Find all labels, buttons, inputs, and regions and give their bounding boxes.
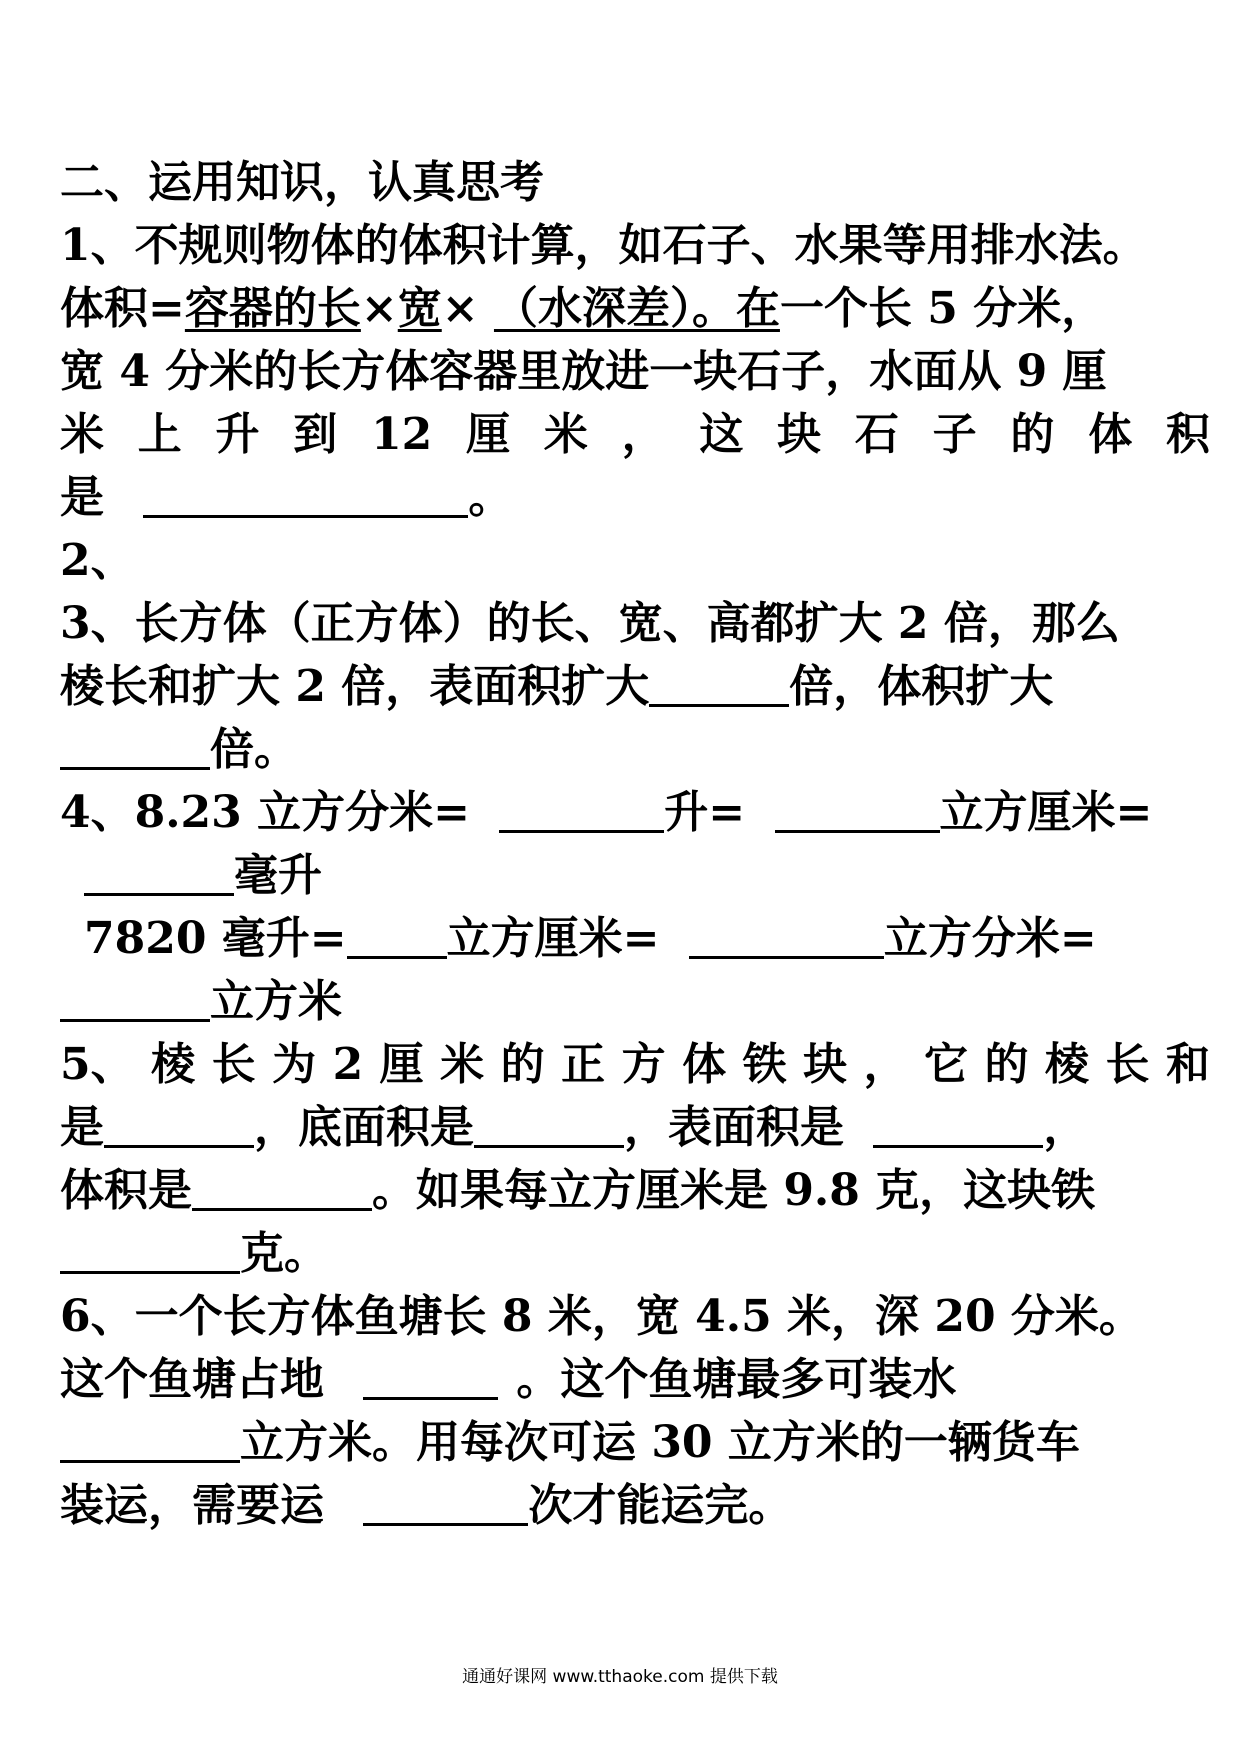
q4-line-2 bbox=[60, 844, 1210, 908]
q1-line-5 bbox=[60, 466, 1210, 530]
q1-text: × bbox=[360, 283, 398, 334]
q5-token: 厘 bbox=[379, 1039, 424, 1090]
q4-cubic-dm-blank[interactable] bbox=[689, 912, 884, 959]
q5-text: ， bbox=[1043, 1102, 1088, 1153]
q1-token: 12 bbox=[371, 409, 433, 460]
q4-text: 立方厘米= bbox=[446, 913, 660, 964]
q5-token: 长 bbox=[211, 1039, 256, 1090]
q1-token: 块 bbox=[777, 409, 822, 460]
q5-token: 体 bbox=[682, 1039, 727, 1090]
q5-token: 块 bbox=[803, 1039, 848, 1090]
q1-token: 这 bbox=[699, 409, 744, 460]
q3-text: 倍。 bbox=[210, 724, 298, 775]
q6-line-2 bbox=[60, 1348, 1210, 1412]
q1-token: 米 bbox=[60, 409, 104, 460]
q6-text: 装运，需要运 bbox=[60, 1480, 324, 1531]
q5-text: ，表面积是 bbox=[624, 1102, 844, 1153]
q4-cubic-cm-blank-2[interactable] bbox=[347, 912, 447, 959]
q5-token: 为 bbox=[272, 1039, 317, 1090]
q1-token: 到 bbox=[293, 409, 338, 460]
q5-token: 2 bbox=[332, 1039, 364, 1090]
q4-text: 立方米 bbox=[210, 976, 342, 1027]
q1-token: 上 bbox=[137, 409, 182, 460]
section-title: 二、运用知识，认真思考 bbox=[60, 157, 544, 208]
q5-token: 它 bbox=[924, 1039, 969, 1090]
q5-text: 克。 bbox=[240, 1228, 328, 1279]
q5-token: 棱 bbox=[1045, 1039, 1089, 1090]
q4-line-1 bbox=[60, 781, 1210, 845]
q1-underlined-text: 容器的长 bbox=[184, 283, 361, 334]
q2-label: 2、 bbox=[60, 535, 135, 586]
q3-volume-blank[interactable] bbox=[60, 723, 210, 770]
q1-token: 米 bbox=[543, 409, 588, 460]
q6-text: 次才能运完。 bbox=[528, 1480, 793, 1531]
q5-token: 和 bbox=[1165, 1039, 1210, 1090]
q4-text: 4、8.23 立方分米= bbox=[60, 787, 470, 838]
q1-underlined-text: 宽 bbox=[397, 283, 442, 334]
q1-line-1: 1、不规则物体的体积计算，如石子、水果等用排水法。 bbox=[60, 220, 1147, 271]
q6-text: 。这个鱼塘最多可装水 bbox=[516, 1354, 957, 1405]
q5-token: 的 bbox=[984, 1039, 1029, 1090]
q3-text: 倍，体积扩大 bbox=[789, 661, 1054, 712]
q6-line-1: 6、一个长方体鱼塘长 8 米，宽 4.5 米，深 20 分米。 bbox=[60, 1291, 1143, 1342]
q4-text: 7820 毫升= bbox=[84, 913, 347, 964]
q5-text: 是 bbox=[60, 1102, 104, 1153]
q1-underlined-text: （水深差）。在 bbox=[493, 283, 780, 334]
q1-token: 的 bbox=[1010, 409, 1055, 460]
q3-line-3 bbox=[60, 718, 1210, 782]
q1-text: 是 bbox=[60, 472, 104, 523]
q6-line-4 bbox=[60, 1474, 1210, 1538]
q5-line-1 bbox=[60, 1033, 1210, 1097]
q4-line-4 bbox=[60, 970, 1210, 1034]
q1-text: 。 bbox=[468, 472, 513, 523]
q1-token: 升 bbox=[215, 409, 260, 460]
q5-token: 棱 bbox=[151, 1039, 196, 1090]
q1-token: ， bbox=[621, 409, 666, 460]
q4-text: 立方厘米= bbox=[939, 787, 1153, 838]
q4-ml-blank[interactable] bbox=[84, 849, 234, 896]
q4-cubic-cm-blank[interactable] bbox=[775, 786, 940, 833]
q5-base-area-blank[interactable] bbox=[474, 1101, 624, 1148]
q1-text: × bbox=[441, 283, 479, 334]
q6-trips-blank[interactable] bbox=[363, 1479, 528, 1526]
q6-water-volume-blank[interactable] bbox=[60, 1416, 240, 1463]
q4-text: 立方分米= bbox=[883, 913, 1097, 964]
q5-token: ， bbox=[863, 1039, 908, 1090]
q5-text: ，底面积是 bbox=[254, 1102, 474, 1153]
q5-text: 。如果每立方厘米是 9.8 克，这块铁 bbox=[372, 1165, 1096, 1216]
q6-line-3 bbox=[60, 1411, 1210, 1475]
q5-surface-area-blank[interactable] bbox=[873, 1101, 1043, 1148]
q6-text: 立方米。用每次可运 30 立方米的一辆货车 bbox=[240, 1417, 1080, 1468]
q5-token: 正 bbox=[561, 1039, 606, 1090]
q5-token: 铁 bbox=[742, 1039, 787, 1090]
q5-token: 5、 bbox=[60, 1039, 135, 1090]
q4-liter-blank[interactable] bbox=[499, 786, 664, 833]
q5-line-2 bbox=[60, 1096, 1210, 1160]
q1-text: 体积= bbox=[60, 283, 185, 334]
q1-text: 一个长 5 分米， bbox=[779, 283, 1106, 334]
q1-line-4 bbox=[60, 403, 1210, 467]
q4-text: 升= bbox=[664, 787, 746, 838]
q5-text: 体积是 bbox=[60, 1165, 192, 1216]
q5-edge-sum-blank[interactable] bbox=[104, 1101, 254, 1148]
q3-surface-blank[interactable] bbox=[649, 660, 789, 707]
q1-answer-blank[interactable] bbox=[143, 471, 468, 518]
footer-source: 通通好课网 www.tthaoke.com 提供下载 bbox=[462, 1667, 778, 1687]
q3-line-1: 3、长方体（正方体）的长、宽、高都扩大 2 倍，那么 bbox=[60, 598, 1120, 649]
q4-text: 毫升 bbox=[234, 850, 322, 901]
q5-token: 的 bbox=[500, 1039, 545, 1090]
q5-token: 方 bbox=[621, 1039, 666, 1090]
q5-line-4 bbox=[60, 1222, 1210, 1286]
q4-cubic-m-blank[interactable] bbox=[60, 975, 210, 1022]
q3-text: 棱长和扩大 2 倍，表面积扩大 bbox=[60, 661, 650, 712]
q1-token: 厘 bbox=[466, 409, 511, 460]
q5-weight-blank[interactable] bbox=[60, 1227, 240, 1274]
q1-token: 子 bbox=[932, 409, 977, 460]
q1-token: 石 bbox=[854, 409, 899, 460]
q3-line-2 bbox=[60, 655, 1210, 719]
q5-token: 米 bbox=[440, 1039, 485, 1090]
q6-text: 这个鱼塘占地 bbox=[60, 1354, 324, 1405]
q1-token: 积 bbox=[1165, 409, 1210, 460]
q1-line-3: 宽 4 分米的长方体容器里放进一块石子，水面从 9 厘 bbox=[60, 346, 1107, 397]
q5-volume-blank[interactable] bbox=[192, 1164, 372, 1211]
q1-token: 体 bbox=[1088, 409, 1133, 460]
q6-area-blank[interactable] bbox=[363, 1353, 498, 1400]
q4-line-3 bbox=[60, 907, 1210, 971]
q5-line-3 bbox=[60, 1159, 1210, 1223]
q5-token: 长 bbox=[1105, 1039, 1150, 1090]
q1-line-2 bbox=[60, 277, 1210, 341]
